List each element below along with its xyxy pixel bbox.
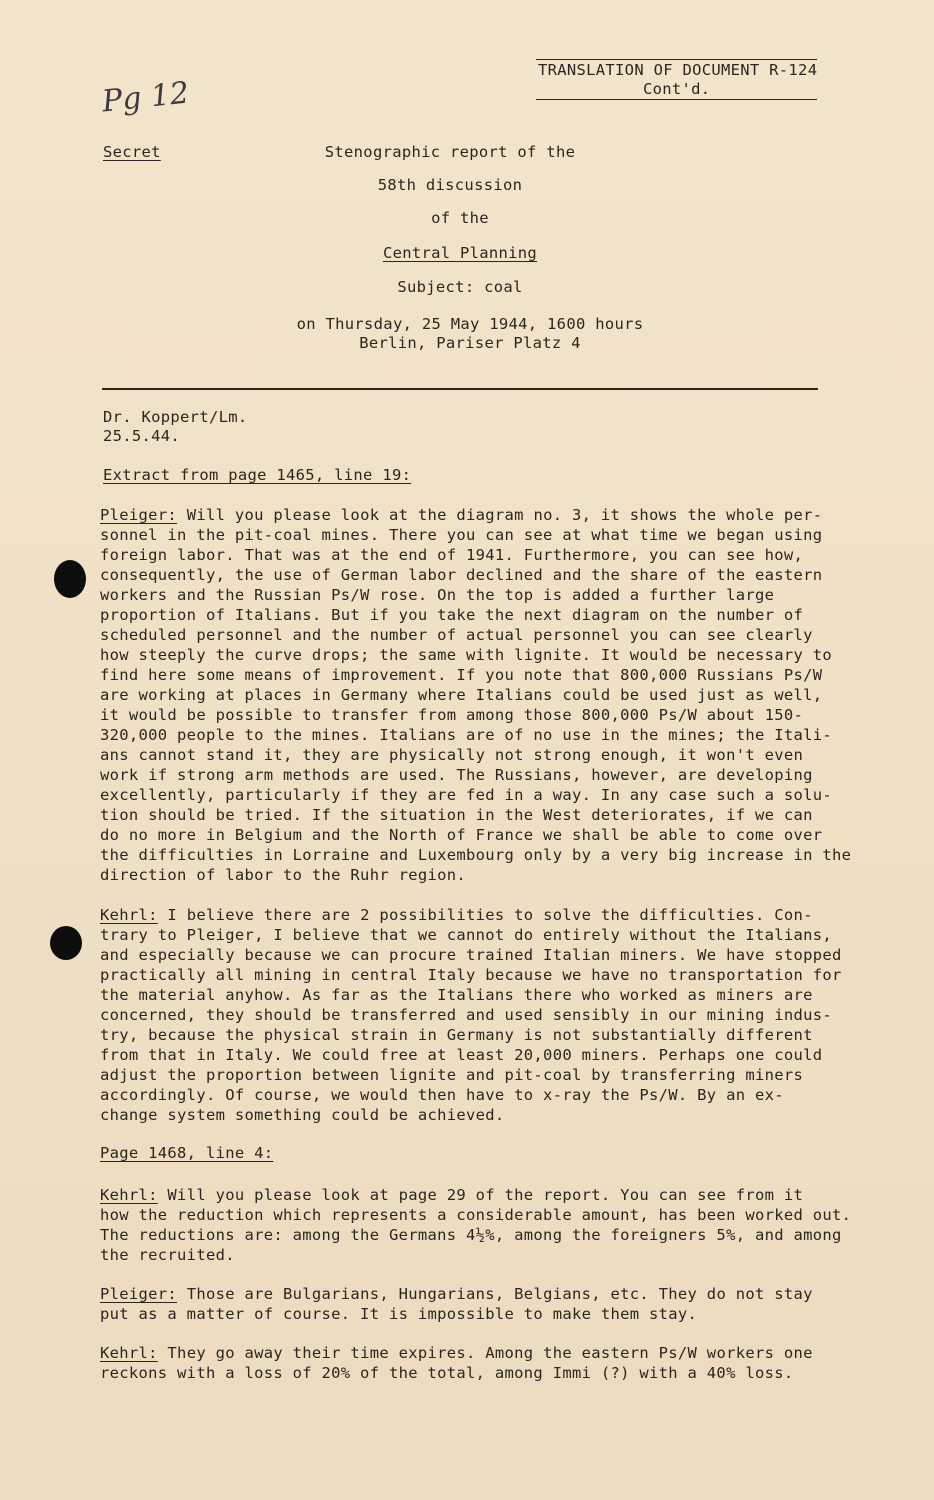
speaker-label: Kehrl: <box>100 906 158 924</box>
paragraph-kehrl-1 <box>100 905 860 1125</box>
report-date: on Thursday, 25 May 1944, 1600 hours <box>296 315 644 333</box>
paragraph-kehrl-3 <box>100 1343 860 1383</box>
section-divider <box>102 388 818 390</box>
report-title-line-4: Central Planning <box>382 244 538 262</box>
punch-hole-upper <box>54 560 86 598</box>
paragraph-text: They go away their time expires. Among the eastern Ps/W workers one reckons with a loss of 20% of the total, among Immi (?) with a 40% loss. <box>100 1344 813 1382</box>
punch-hole-lower <box>50 926 82 960</box>
extract-heading-1: Extract from page 1465, line 19: <box>103 466 412 484</box>
report-subject: Subject: coal <box>397 278 523 296</box>
paragraph-text: I believe there are 2 possibilities to solve the difficulties. Con- trary to Pleiger, I believe that we cannot do entirely without the Italians, and especially because we can procure trained Italian miners. We have stopped practically all mining in central Italy because we have no transportation for the material anyhow. As far as the Italians there who worked as miners are concerned, they should be transferred and used sensibly in our mining indus- try, because the physical strain in Germany is not substantially different from that in Italy. We could free at least 20,000 miners. Perhaps one could adjust the proportion between lignite and pit-coal by transferring miners accordingly. Of course, we would then have to x-ray the Ps/W. By an ex- change system something could be achieved. <box>100 906 842 1124</box>
report-title-line-1: Stenographic report of the <box>324 143 576 161</box>
paragraph-kehrl-2 <box>100 1185 860 1265</box>
header-rule-top <box>536 59 817 60</box>
speaker-label: Kehrl: <box>100 1344 158 1362</box>
classification-label: Secret <box>103 143 161 161</box>
report-title-line-3: of the <box>431 209 489 227</box>
speaker-label: Kehrl: <box>100 1186 158 1204</box>
reference-date: 25.5.44. <box>103 427 181 445</box>
speaker-label: Pleiger: <box>100 506 178 524</box>
header-rule-bottom <box>536 99 817 100</box>
paragraph-text: Will you please look at page 29 of the report. You can see from it how the reduction which represents a considerable amount, has been worked out. The reductions are: among the Germans 4½%, among the foreigners 5%, and among the recruited. <box>100 1186 852 1264</box>
extract-heading-2: Page 1468, line 4: <box>100 1144 274 1162</box>
paragraph-text: Those are Bulgarians, Hungarians, Belgians, etc. They do not stay put as a matter of course. It is impossible to make them stay. <box>100 1285 813 1323</box>
reference-author: Dr. Koppert/Lm. <box>103 408 248 426</box>
document-header-title: TRANSLATION OF DOCUMENT R-124 <box>538 61 818 79</box>
handwritten-page-note: Pg 12 <box>100 75 191 120</box>
report-location: Berlin, Pariser Platz 4 <box>359 334 581 352</box>
paragraph-pleiger-2 <box>100 1284 860 1324</box>
speaker-label: Pleiger: <box>100 1285 178 1303</box>
paragraph-text: Will you please look at the diagram no. 3, it shows the whole per- sonnel in the pit-coal mines. There you can see at what time we began using foreign labor. That was at the end of 1941. Furthermore, you can see how, consequently, the use of German labor declined and the share of the eastern workers and the Russian Ps/W rose. On the top is added a further large proportion of Italians. But if you take the next diagram on the number of scheduled personnel and the number of actual personnel you can see clearly how steeply the curve drops; the same with lignite. It would be necessary to find here some means of improvement. If you note that 800,000 Russians Ps/W are working at places in Germany where Italians could be used just as well, it would be possible to transfer from among those 800,000 Ps/W about 150- 320,000 people to the mines. Italians are of no use in the mines; the Itali- ans cannot stand it, they are physically not strong enough, it won't even work if strong arm methods are used. The Russians, however, are developing excellently, particularly if they are fed in a way. In any case such a solu- tion should be tried. If the situation in the West deteriorates, if we can do no more in Belgium and the North of France we shall be able to come over the difficulties in Lorraine and Luxembourg only by a very big increase in the direction of labor to the Ruhr region. <box>100 506 852 884</box>
document-header-cont: Cont'd. <box>643 80 711 98</box>
report-title-line-2: 58th discussion <box>377 176 523 194</box>
paragraph-pleiger-1 <box>100 505 860 885</box>
